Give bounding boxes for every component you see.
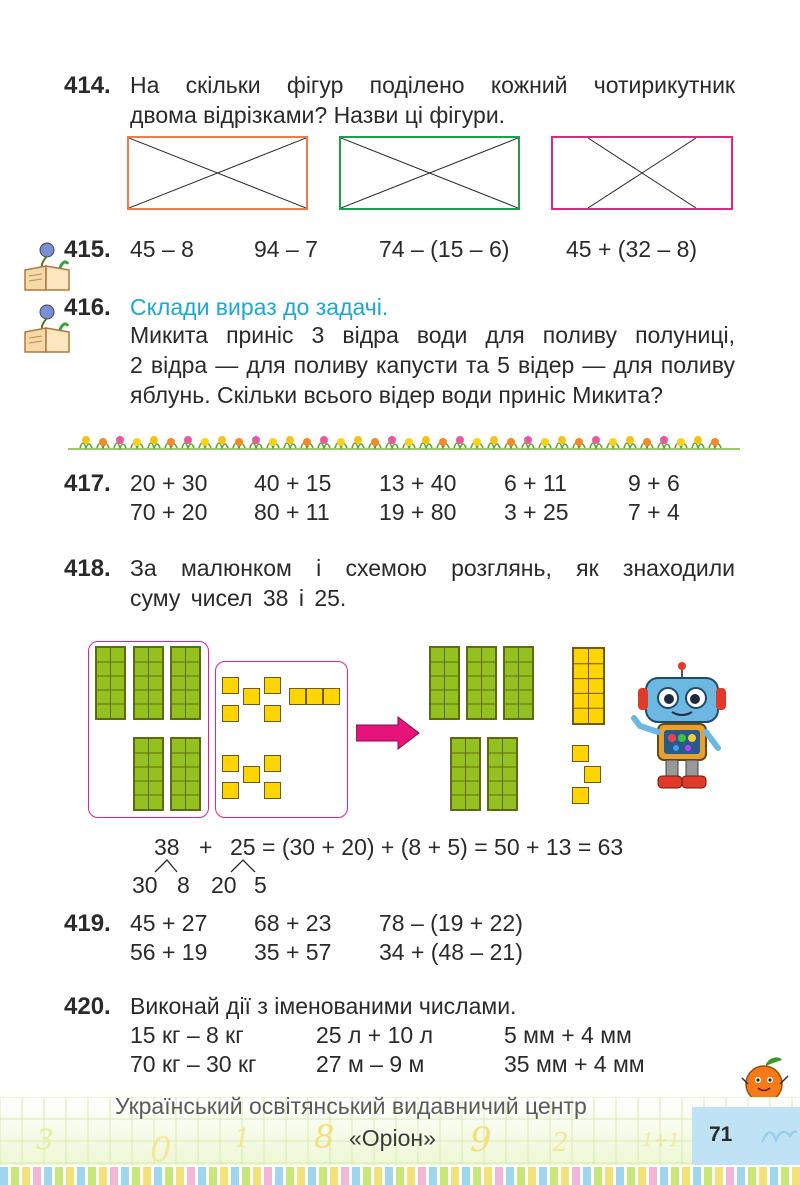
split-38-tens: 30 <box>132 872 158 898</box>
ten-block <box>429 646 460 720</box>
task-420-number: 420. <box>64 993 111 1020</box>
orange-quadrilateral <box>127 136 308 210</box>
equation-rest: = (30 + 20) + (8 + 5) = 50 + 13 = 63 <box>262 834 624 860</box>
ten-block <box>95 646 126 720</box>
footer-digit: 9 <box>470 1120 492 1160</box>
task-419-r2-2: 35 + 57 <box>254 939 332 965</box>
swirl-decoration <box>760 1122 798 1148</box>
unit-cube <box>306 688 323 705</box>
task-415-number: 415. <box>64 236 111 263</box>
unit-cube <box>222 705 239 722</box>
unit-cube <box>264 677 281 694</box>
task-414-line2: двома відрізками? Назви ці фігури. <box>130 102 506 128</box>
task-417-r2-3: 19 + 80 <box>379 499 457 525</box>
task-417-r2-1: 70 + 20 <box>130 499 208 525</box>
task-419-r1-3: 78 – (19 + 22) <box>379 910 523 936</box>
unit-cube <box>264 705 281 722</box>
task-415-expr-2: 94 – 7 <box>254 236 318 262</box>
task-417-r2-4: 3 + 25 <box>504 499 569 525</box>
right-arrow-icon <box>356 716 420 750</box>
task-417-r1-1: 20 + 30 <box>130 470 208 496</box>
unit-cube <box>264 782 281 799</box>
footer-digit: 2 <box>552 1128 569 1158</box>
ten-block <box>450 737 481 811</box>
unit-cube <box>584 766 601 783</box>
task-419-r1-2: 68 + 23 <box>254 910 332 936</box>
footer-digit: 3 <box>36 1123 54 1156</box>
footer-digit: 1+1 <box>642 1130 680 1151</box>
magenta-quadrilateral <box>551 136 733 210</box>
ten-block <box>170 737 201 811</box>
ten-block <box>466 646 497 720</box>
footer-publisher-line1: Український освітянський видавничий центр <box>115 1093 587 1119</box>
task-418-line2: суму чисел 38 і 25. <box>130 585 347 611</box>
task-417-number: 417. <box>64 470 111 497</box>
unit-cube <box>222 782 239 799</box>
task-417-r1-5: 9 + 6 <box>628 470 680 496</box>
ten-block <box>503 646 534 720</box>
task-416-line3: яблунь. Скільки всього відер води приніс Микита? <box>130 382 663 408</box>
ten-block <box>170 646 201 720</box>
task-417-r2-2: 80 + 11 <box>254 499 330 525</box>
ten-block <box>133 737 164 811</box>
task-414-line1: На скільки фігур поділено кожний чотирикутник <box>130 72 735 98</box>
equation-plus: + <box>199 834 213 860</box>
unit-cube <box>222 677 239 694</box>
robot-illustration <box>624 660 734 792</box>
split-25-ones: 5 <box>254 872 267 898</box>
task-420-r2-1: 70 кг – 30 кг <box>130 1051 257 1077</box>
task-419-r1-1: 45 + 27 <box>130 910 208 936</box>
task-418-line1: За малюнком і схемою розглянь, як знаходили <box>130 555 735 581</box>
footer-digit: 0 <box>150 1130 172 1170</box>
ten-block <box>133 646 164 720</box>
unit-cube <box>264 755 281 772</box>
task-414-number: 414. <box>64 72 111 99</box>
task-420-r1-1: 15 кг – 8 кг <box>130 1022 244 1048</box>
task-417-r1-4: 6 + 11 <box>504 470 567 496</box>
task-419-r2-1: 56 + 19 <box>130 939 208 965</box>
task-420-r1-2: 25 л + 10 л <box>316 1022 433 1048</box>
unit-cube <box>323 688 340 705</box>
footer-digit: 8 <box>314 1118 335 1156</box>
unit-cube <box>222 755 239 772</box>
task-417-r1-3: 13 + 40 <box>379 470 457 496</box>
split-38-ones: 8 <box>177 872 190 898</box>
task-415-expr-4: 45 + (32 – 8) <box>566 236 698 262</box>
ten-block <box>487 737 518 811</box>
unit-cube <box>572 745 589 762</box>
footer-digit: 1 <box>234 1124 251 1154</box>
task-416-number: 416. <box>64 294 111 321</box>
footer-publisher-line2: «Оріон» <box>349 1125 436 1151</box>
task-420-r2-3: 35 мм + 4 мм <box>504 1051 645 1077</box>
task-418-number: 418. <box>64 555 111 582</box>
yellow-ten-block <box>572 647 605 725</box>
unit-cube <box>572 787 589 804</box>
flower-border-decoration <box>68 428 740 452</box>
split-25-tens: 20 <box>211 872 237 898</box>
task-415-expr-3: 74 – (15 – 6) <box>379 236 510 262</box>
equation-38: 38 <box>154 834 180 860</box>
unit-cube <box>243 766 260 783</box>
page-number: 71 <box>709 1123 733 1146</box>
green-quadrilateral <box>339 136 520 210</box>
task-419-r2-3: 34 + (48 – 21) <box>379 939 523 965</box>
task-416-line1: Микита приніс 3 відра води для поливу полуниці, <box>130 322 735 348</box>
task-420-r2-2: 27 м – 9 м <box>316 1051 425 1077</box>
unit-cube <box>243 688 260 705</box>
task-419-number: 419. <box>64 910 111 937</box>
task-416-prompt: Склади вираз до задачі. <box>130 294 389 320</box>
task-417-r2-5: 7 + 4 <box>628 499 680 525</box>
task-420-r1-3: 5 мм + 4 мм <box>504 1022 632 1048</box>
unit-cube <box>289 688 306 705</box>
task-417-r1-2: 40 + 15 <box>254 470 332 496</box>
task-415-expr-1: 45 – 8 <box>130 236 194 262</box>
equation-25: 25 <box>230 834 256 860</box>
task-416-line2: 2 відра — для поливу капусти та 5 відер — для поливу <box>130 352 735 378</box>
task-420-prompt: Виконай дії з іменованими числами. <box>130 993 517 1019</box>
